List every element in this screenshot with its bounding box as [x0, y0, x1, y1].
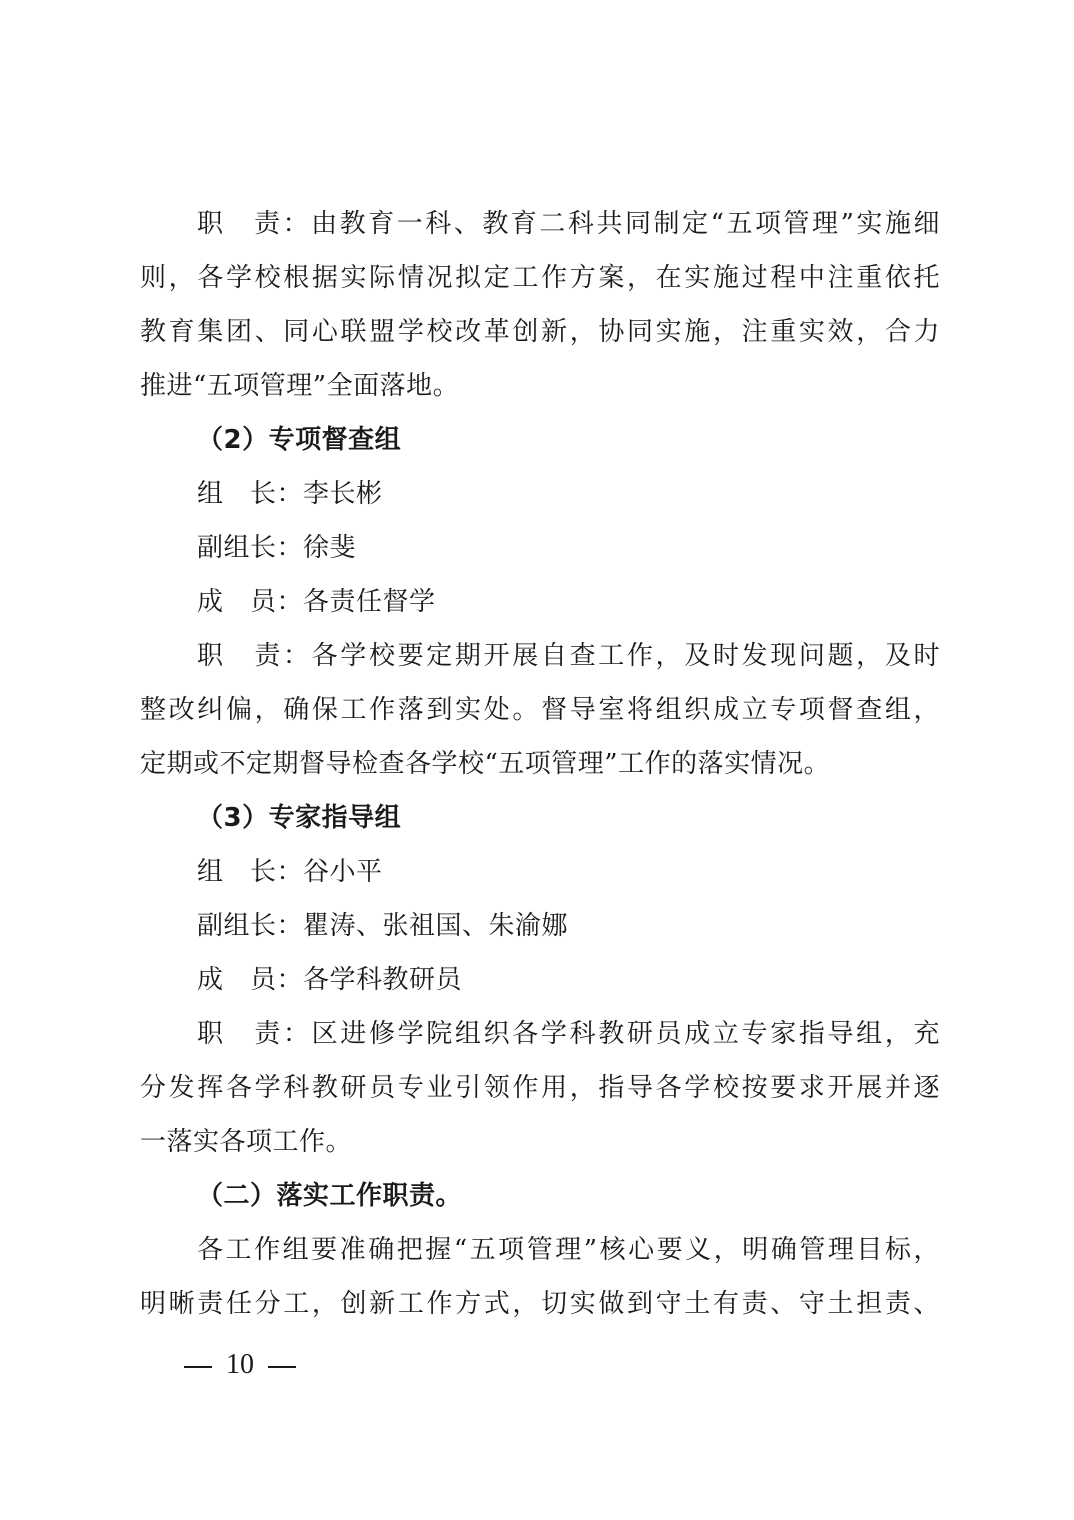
page-footer [170, 1340, 310, 1390]
expert-deputy-leaders: 副组长：瞿涛、张祖国、朱渝娜 [197, 911, 569, 941]
expert-duty-line-2: 分发挥各学科教研员专业引领作用，指导各学校按要求开展并逐 [140, 1073, 940, 1103]
section-heading-expert-group: （3）专家指导组 [197, 803, 402, 833]
page-number: 10 [226, 1349, 254, 1380]
section-heading-inspection-group: （2）专项督查组 [197, 425, 402, 455]
responsibilities-line-2: 明晰责任分工，创新工作方式，切实做到守土有责、守土担责、 [140, 1289, 940, 1319]
expert-leader: 组 长：谷小平 [197, 857, 383, 887]
footer-dash-right [268, 1366, 296, 1368]
expert-duty-line-1: 职 责：区进修学院组织各学科教研员成立专家指导组，充 [197, 1019, 940, 1049]
expert-members: 成 员：各学科教研员 [197, 965, 463, 995]
duty-line-4: 推进“五项管理”全面落地。 [140, 371, 460, 401]
inspection-members: 成 员：各责任督学 [197, 587, 436, 617]
inspection-duty-line-2: 整改纠偏，确保工作落到实处。督导室将组织成立专项督查组， [140, 695, 940, 725]
expert-duty-line-3: 一落实各项工作。 [140, 1127, 353, 1157]
inspection-duty-line-3: 定期或不定期督导检查各学校“五项管理”工作的落实情况。 [140, 749, 831, 779]
inspection-duty-line-1: 职 责：各学校要定期开展自查工作，及时发现问题，及时 [197, 641, 940, 671]
inspection-leader: 组 长：李长彬 [197, 479, 383, 509]
footer-dash-left [184, 1366, 212, 1368]
responsibilities-line-1: 各工作组要准确把握“五项管理”核心要义，明确管理目标， [197, 1235, 940, 1265]
inspection-deputy-leader: 副组长：徐斐 [197, 533, 357, 563]
duty-line-3: 教育集团、同心联盟学校改革创新，协同实施，注重实效，合力 [140, 317, 940, 347]
duty-line-1: 职 责：由教育一科、教育二科共同制定“五项管理”实施细 [197, 209, 940, 239]
duty-line-2: 则，各学校根据实际情况拟定工作方案，在实施过程中注重依托 [140, 263, 940, 293]
section-heading-responsibilities: （二）落实工作职责。 [197, 1181, 463, 1211]
